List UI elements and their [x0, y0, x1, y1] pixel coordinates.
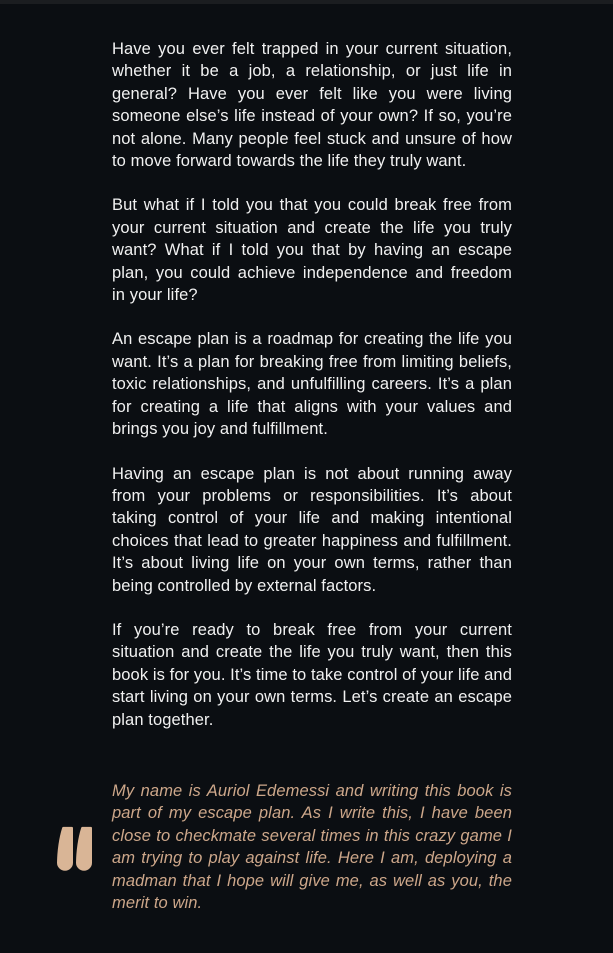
taking-control-paragraph: Having an escape plan is not about running away from your problems or responsibilities. It’s about taking control of your life and making intentional choices that lead to greater happiness and fulfillment. It’s about living life on your own terms, rather than being controlled by external factors.	[112, 464, 512, 595]
call-to-action-paragraph: If you’re ready to break free from your current situation and create the life you truly want, then this book is for you. It’s time to take control of your life and start living on your own terms. Let’s create an escape plan together.	[112, 620, 512, 729]
break-free-paragraph: But what if I told you that you could break free from your current situation and create the life you truly want? What if I told you that by having an escape plan, you could achieve independence and freedom in your life?	[112, 196, 512, 305]
page-content	[0, 4, 613, 914]
author-quote-text: My name is Auriol Edemessi and writing this book is part of my escape plan. As I write this, I have been close to checkmate several times in this crazy game I am trying to play against life. Here I am, deploying a madman that I hope will give me, as well as you, the merit to win.	[112, 781, 512, 912]
open-quote-icon	[57, 827, 93, 873]
intro-paragraph: Have you ever felt trapped in your current situation, whether it be a job, a relationship, or just life in general? Have you ever felt like you were living someone else’s life instead of your own? If so, you’re not alone. Many people feel stuck and unsure of how to move forward towards the life they truly want.	[112, 40, 512, 171]
escape-plan-definition-paragraph: An escape plan is a roadmap for creating the life you want. It’s a plan for breaking free from limiting beliefs, toxic relationships, and unfulfilling careers. It’s a plan for creating a life that aligns with your values and brings you joy and fulfillment.	[112, 330, 512, 439]
author-quote-block	[112, 780, 512, 914]
